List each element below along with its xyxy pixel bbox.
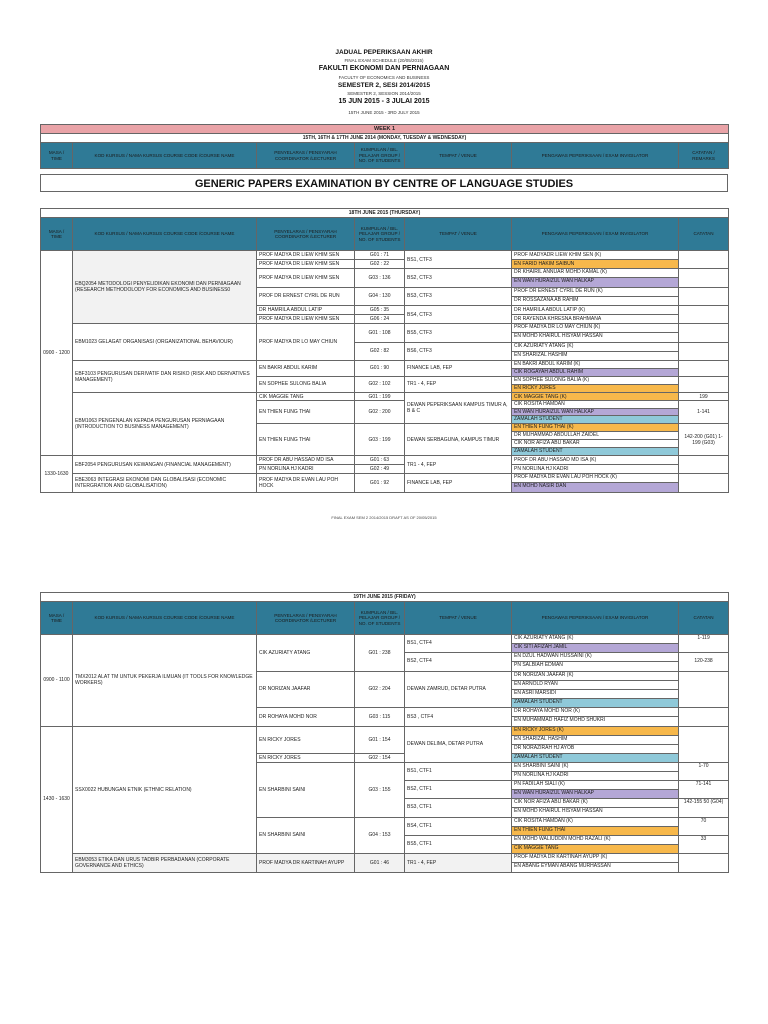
venue: BS5, CTF1 xyxy=(407,840,432,847)
remarks xyxy=(679,251,729,269)
col-venue: TEMPAT / VENUE xyxy=(405,218,512,251)
table-row xyxy=(41,251,729,260)
venue: TR1 - 4, FEP xyxy=(405,854,512,873)
venue: BS2, CTF1 xyxy=(405,781,511,799)
group: G02 : 204 xyxy=(355,671,405,708)
remarks xyxy=(679,474,729,493)
venue: BS3, CTF1 xyxy=(407,804,432,810)
venue: BS6, CTF3 xyxy=(405,342,512,361)
table-row xyxy=(41,474,729,493)
group: G02 : 49 xyxy=(355,465,405,474)
time-slot: 1330-1630 xyxy=(41,456,73,493)
invigilator: PN SALBIAH EDMAN xyxy=(514,662,563,668)
invigilator: DR NORAZIRAH HJ AYOB xyxy=(512,745,678,754)
remarks xyxy=(679,269,729,288)
lecturer: PROF MADYA DR LIEW KHIM SEN xyxy=(257,315,355,324)
venue: BS3, CTF3 xyxy=(405,287,512,306)
semester: SEMESTER 2, SESI 2014/2015 xyxy=(337,82,431,89)
semester-en: SEMESTER 2, SESSION 2014/2015 xyxy=(347,91,421,96)
invigilator: DR ROSSAZANA AB RAHIM xyxy=(514,296,579,303)
lecturer: PROF DR ERNEST CYRIL DE RUN xyxy=(257,287,355,306)
remarks: 142-200 (G01) 1-199 (G03) xyxy=(679,424,729,456)
invigilator: EN THIEN FUNG THAI (K) xyxy=(512,424,678,432)
remarks xyxy=(679,671,729,708)
group: G02 : 200 xyxy=(355,401,405,424)
group: G02 : 82 xyxy=(355,342,405,361)
venue: BS1, CTF4 xyxy=(405,635,511,653)
invigilator: CIK AZURIATY ATANG (K) xyxy=(512,635,678,644)
lecturer: CIK AZURIATY ATANG xyxy=(257,635,355,672)
exam-period-en: 15TH JUNE 2015 - 3RD JULY 2015 xyxy=(348,110,420,115)
invigilator: DR MUHAMMAD ABDULLAH ZAIDEL xyxy=(512,432,678,440)
remarks: 1-119 xyxy=(679,635,728,653)
venue: TR1 - 4, FEP xyxy=(405,376,512,393)
invigilator: EN RICKY JORES xyxy=(512,385,678,393)
col-group: KUMPULAN / BIL. PELAJAR GROUP / NO. OF STUDENTS xyxy=(355,143,405,169)
remarks xyxy=(679,726,729,763)
invigilator: PN FADILAH SIALI (K) xyxy=(512,781,678,790)
day1-table xyxy=(40,208,729,493)
col-lecturer: PENYELARAS / PENSYARAH COORDINATOR /LECTURER xyxy=(257,218,355,251)
lecturer: EN SHARBINI SAINI xyxy=(257,763,355,818)
lecturer: PROF MADYA DR LIEW KHIM SEN xyxy=(257,269,355,288)
group: G04 : 130 xyxy=(355,287,405,306)
day1-date: 18TH JUNE 2015 (THURSDAY) xyxy=(41,209,729,218)
invigilator: EN MOHD NASIR DAN xyxy=(512,483,678,492)
group: G04 : 153 xyxy=(355,817,405,854)
venue: FINANCE LAB, FEP xyxy=(405,361,512,377)
lecturer: PROF DR ABU HASSAD MD ISA xyxy=(257,456,355,465)
invigilator: EN FARID HAKIM SAIBUN xyxy=(512,260,679,269)
remarks: 120-238 xyxy=(694,658,713,664)
draft-footer: FINAL EXAM SEM 2 2014/2015 DRAFT AS OF 20/05/2015 xyxy=(331,515,437,520)
col-time: MASA / TIME xyxy=(41,143,73,169)
invigilator: PN NORLINA HJ KADRI xyxy=(512,772,678,781)
invigilator: ZAMALAH STUDENT xyxy=(512,416,678,423)
venue: DEWAN PEPERIKSAAN KAMPUS TIMUR A, B & C xyxy=(405,393,512,424)
table-row xyxy=(41,726,729,753)
lecturer: PROF MADYA DR LIEW KHIM SEN xyxy=(257,260,355,269)
venue: BS3 , CTF4 xyxy=(405,708,512,727)
group: G01 : 92 xyxy=(355,474,405,493)
table-row xyxy=(41,635,729,672)
course-name: EBM1063 PENGENALAN KEPADA PENGURUSAN PERNIAGAAN (INTRODUCTION TO BUSINESS MANAGEMENT) xyxy=(73,393,257,456)
faculty-name: FAKULTI EKONOMI DAN PERNIAGAAN xyxy=(318,65,450,72)
course-name: EBF2054 PENGURUSAN KEWANGAN (FINANCIAL MANAGEMENT) xyxy=(73,456,257,474)
table-row xyxy=(41,393,729,401)
lecturer: PROF MADYA DR LO MAY CHIUN xyxy=(257,324,355,361)
table-row xyxy=(41,361,729,377)
invigilator: EN THIEN FUNG THAI xyxy=(512,827,678,836)
invigilator: EN ABANG EYMAN ABANG MURHASSAN xyxy=(514,863,611,869)
col-lecturer: PENYELARAS / PENSYARAH COORDINATOR /LECTURER xyxy=(257,602,355,635)
lecturer: EN SOPHEE SULONG BALIA xyxy=(257,376,355,393)
venue: BS4, CTF1 xyxy=(405,818,511,836)
course-name: EBM1023 GELAGAT ORGANISASI (ORGANIZATIONAL BEHAVIOUR) xyxy=(73,324,257,361)
invigilator: EN ASRI MARSIDI xyxy=(512,690,678,699)
col-invigilator: PENGAWAS PEPERIKSAAN / EXAM INVIGILATOR xyxy=(512,143,679,169)
group: G03 : 155 xyxy=(355,763,405,818)
lecturer: PROF MADYA DR KARTINAH AYUPP xyxy=(257,854,355,873)
invigilator: PN NORLINA HJ KADRI xyxy=(512,465,679,474)
invigilator: EN DZUL HADWAN HUSSAINI (K) xyxy=(512,653,678,662)
col-time: MASA / TIME xyxy=(41,602,73,635)
remarks xyxy=(679,324,729,343)
invigilator: EN WAN HURAIZUL WAN HALKAP xyxy=(512,409,678,417)
venue: DEWAN DELIMA, DETAR PUTRA xyxy=(405,726,512,763)
day2-date: 19TH JUNE 2015 (FRIDAY) xyxy=(41,593,729,602)
remarks: 142-155 50 (G04) xyxy=(683,799,724,805)
lecturer: EN THIEN FUNG THAI xyxy=(257,424,355,456)
col-remarks: CATATAN xyxy=(679,218,729,251)
lecturer: PROF MADYA DR LIEW KHIM SEN xyxy=(257,251,355,260)
invigilator: ZAMALAH STUDENT xyxy=(512,699,678,708)
lecturer: PN NORLINA HJ KADRI xyxy=(257,465,355,474)
col-group: KUMPULAN / BIL. PELAJAR GROUP / NO. OF STUDENTS xyxy=(355,218,405,251)
invigilator: EN ARNOLD RYAN xyxy=(512,681,678,690)
remarks: 1-70 xyxy=(679,763,728,781)
invigilator: PROF MADYA DR LO MAY CHIUN (K) xyxy=(512,324,678,333)
remarks: 1-141 xyxy=(679,401,729,424)
venue: FINANCE LAB, FEP xyxy=(405,474,512,493)
invigilator: ZAMALAH STUDENT xyxy=(512,448,678,456)
venue: BS4, CTF3 xyxy=(405,306,512,324)
group: G03 : 115 xyxy=(355,708,405,727)
lecturer: DR ROHAYA MOHD NOR xyxy=(257,708,355,727)
group: G01 : 154 xyxy=(355,726,405,753)
venue: DEWAN SERBAGUNA, KAMPUS TIMUR xyxy=(405,424,512,456)
venue: BS2, CTF3 xyxy=(405,269,512,288)
col-course: KOD KURSUS / NAMA KURSUS COURSE CODE /COURSE NAME xyxy=(73,143,257,169)
venue: BS1, CTF1 xyxy=(405,763,511,781)
invigilator: PROF MADYA DR EVAN LAU POH HOCK (K) xyxy=(512,474,678,483)
invigilator: CIK NOR AFIZA ABU BAKAR xyxy=(512,440,678,448)
day2-table xyxy=(40,592,729,873)
group: G05 : 35 xyxy=(355,306,405,315)
invigilator: CIK NOR AFIZA ABU BAKAR (K) xyxy=(512,799,678,808)
week-date: 15TH, 16TH & 17TH JUNE 2014 (MONDAY, TUESDAY & WEDNESDAY) xyxy=(41,134,729,143)
lecturer: EN RICKY JORES xyxy=(257,726,355,753)
group: G02 : 22 xyxy=(355,260,405,269)
col-course: KOD KURSUS / NAMA KURSUS COURSE CODE /COURSE NAME xyxy=(73,602,257,635)
invigilator: EN SOPHEE SULONG BALIA (K) xyxy=(512,377,678,385)
lecturer: PROF MADYA DR EVAN LAU POH HOCK xyxy=(257,474,355,493)
col-invigilator: PENGAWAS PEPERIKSAAN / EXAM INVIGILATOR xyxy=(512,602,679,635)
invigilator: CIK ROGAYAH ABDUL RAHIM xyxy=(512,369,678,376)
lecturer: EN THIEN FUNG THAI xyxy=(257,401,355,424)
course-name: TMX2012 ALAT TM UNTUK PEKERJA ILMUAN (IT TOOLS FOR KNOWLEDGE WORKERS) xyxy=(73,635,257,727)
remarks xyxy=(679,376,729,393)
time-slot: 0900 - 1100 xyxy=(41,635,73,727)
course-name: EBE3063 INTEGRASI EKONOMI DAN GLOBALISASI (ECONOMIC INTERGRATION AND GLOBALISATION) xyxy=(73,474,257,493)
invigilator: EN SHARBINI SAINI (K) xyxy=(512,763,678,772)
invigilator: ZAMALAH STUDENT xyxy=(512,754,678,763)
invigilator: EN MOHD KHAIRUL HISYAM HASSAN xyxy=(514,808,603,814)
remarks xyxy=(679,361,729,377)
remarks: 33 xyxy=(700,835,707,842)
group: G01 : 108 xyxy=(355,324,405,343)
invigilator: DR RAYENDA KHRESNA BRAHMANA xyxy=(512,315,679,324)
invigilator: DR KHAIRIL ANNUAR MOHD KAMAL (K) xyxy=(512,269,678,278)
col-remarks: CATATAN xyxy=(679,602,729,635)
group: G03 : 199 xyxy=(355,424,405,456)
time-slot: 1430 - 1630 xyxy=(41,726,73,872)
invigilator: PROF MADYA DR KARTINAH AYUPP (K) xyxy=(512,854,678,863)
lecturer: EN BAKRI ABDUL KARIM xyxy=(257,361,355,377)
remarks: 199 xyxy=(679,393,729,401)
invigilator: CIK MAGGIE TANG xyxy=(512,845,678,854)
lecturer: EN RICKY JORES xyxy=(257,753,355,762)
invigilator: EN SHARIZAL HASHIM xyxy=(514,351,568,358)
doc-title-en: FINAL EXAM SCHEDULE (20/05/2015) xyxy=(344,58,424,63)
venue: BS1, CTF3 xyxy=(405,251,512,269)
invigilator: CIK MAGGIE TANG (K) xyxy=(512,393,679,401)
group: G01 : 90 xyxy=(355,361,405,377)
invigilator: DR ROHAYA MOHD NOR (K) xyxy=(512,708,678,717)
invigilator: DR HAMRILA ABDUL LATIP (K) xyxy=(512,306,679,315)
remarks: 71-141 xyxy=(679,781,728,799)
col-group: KUMPULAN / BIL. PELAJAR GROUP / NO. OF STUDENTS xyxy=(355,602,405,635)
col-remarks: CATATAN / REMARKS xyxy=(679,143,729,169)
invigilator: EN SHARIZAL HASHIM xyxy=(512,736,678,745)
lecturer: DR NORIZAN JAAFAR xyxy=(257,671,355,708)
remarks xyxy=(679,342,729,361)
time-slot: 0900 - 1200 xyxy=(41,251,73,456)
group: G03 : 136 xyxy=(355,269,405,288)
course-name: EBQ2054 METODOLOGI PENYELIDIKAN EKONOMI DAN PERNIAGAAN (RESEARCH METHODOLODY FOR ECONOMICS AND BUSINESS0 xyxy=(73,251,257,324)
invigilator: EN WAN HURAIZUL WAN HALKAP xyxy=(512,278,678,287)
week-label: WEEK 1 xyxy=(41,125,729,134)
venue: BS2, CTF4 xyxy=(407,658,432,664)
invigilator: EN MOHD KHAIRUL HISYAM HASSAN xyxy=(514,333,603,339)
lecturer: EN SHARBINI SAINI xyxy=(257,817,355,854)
faculty-name-en: FACULTY OF ECONOMICS AND BUSINESS xyxy=(338,75,430,80)
invigilator: DR NORIZAN JAAFAR (K) xyxy=(512,672,678,681)
venue: TR1 - 4, FEP xyxy=(405,456,512,474)
invigilator: CIK ROSITA HAMDAN xyxy=(512,401,678,409)
venue: DEWAN ZAMRUD, DETAR PUTRA xyxy=(405,671,512,708)
table-row xyxy=(41,456,729,465)
remarks xyxy=(679,456,729,474)
course-name: EBM3053 ETIKA DAN URUS TADBIR PERBADANAN (CORPORATE GOVERNANCE AND ETHICS) xyxy=(73,854,257,873)
course-name: EBF3103 PENGURUSAN DERIVATIF DAN RISIKO (RISK AND DERIVATIVES MANAGEMENT) xyxy=(73,361,257,393)
invigilator: CIK AZURIATY ATANG (K) xyxy=(512,343,678,352)
remarks: 70 xyxy=(679,818,728,836)
generic-papers-banner: GENERIC PAPERS EXAMINATION BY CENTRE OF LANGUAGE STUDIES xyxy=(40,174,728,192)
group: G06 : 24 xyxy=(355,315,405,324)
lecturer: DR HAMRILA ABDUL LATIP xyxy=(257,306,355,315)
course-name: SSX0022 HUBUNGAN ETNIK (ETHNIC RELATION) xyxy=(73,726,257,854)
lecturer: CIK MAGGIE TANG xyxy=(257,393,355,401)
remarks xyxy=(679,854,729,873)
week-table xyxy=(40,124,729,169)
col-venue: TEMPAT / VENUE xyxy=(405,143,512,169)
invigilator: EN BAKRI ABDUL KARIM (K) xyxy=(512,361,678,369)
venue: BS5, CTF3 xyxy=(405,324,512,343)
group: G01 : 71 xyxy=(355,251,405,260)
group: G02 : 154 xyxy=(355,753,405,762)
invigilator: EN RICKY JORES (K) xyxy=(512,727,678,736)
invigilator: EN MOHD WALIUDDIN MOHD RAZALI (K) xyxy=(512,836,678,845)
group: G01 : 199 xyxy=(355,393,405,401)
invigilator: PROF DR ERNEST CYRIL DE RUN (K) xyxy=(512,288,678,297)
invigilator: CIK ROSITA HAMDAN (K) xyxy=(512,818,678,827)
invigilator: EN WAN HURAIZUL WAN HALKAP xyxy=(512,790,678,799)
table-row xyxy=(41,854,729,873)
exam-period: 15 JUN 2015 - 3 JULAI 2015 xyxy=(338,98,430,105)
col-lecturer: PENYELARAS / PENSYARAH COORDINATOR /LECTURER xyxy=(257,143,355,169)
col-invigilator: PENGAWAS PEPERIKSAAN / EXAM INVIGILATOR xyxy=(512,218,679,251)
remarks xyxy=(679,287,729,306)
invigilator: EN MUHAMMAD HAFIZ MOHD SHUKRI xyxy=(514,717,606,723)
group: G01 : 63 xyxy=(355,456,405,465)
doc-title: JADUAL PEPERIKSAAN AKHIR xyxy=(335,49,433,56)
group: G01 : 238 xyxy=(355,635,405,672)
table-row xyxy=(41,324,729,343)
col-time: MASA / TIME xyxy=(41,218,73,251)
invigilator: PROF DR ABU HASSAD MD ISA (K) xyxy=(512,456,679,465)
remarks xyxy=(679,708,729,727)
col-venue: TEMPAT / VENUE xyxy=(405,602,512,635)
group: G02 : 102 xyxy=(355,376,405,393)
invigilator: CIK SITI AFIZAH JAMIL xyxy=(512,644,678,653)
col-course: KOD KURSUS / NAMA KURSUS COURSE CODE /COURSE NAME xyxy=(73,218,257,251)
group: G01 : 46 xyxy=(355,854,405,873)
invigilator: PROF MADYADR LIEW KHIM SEN (K) xyxy=(512,251,679,260)
remarks xyxy=(679,306,729,324)
